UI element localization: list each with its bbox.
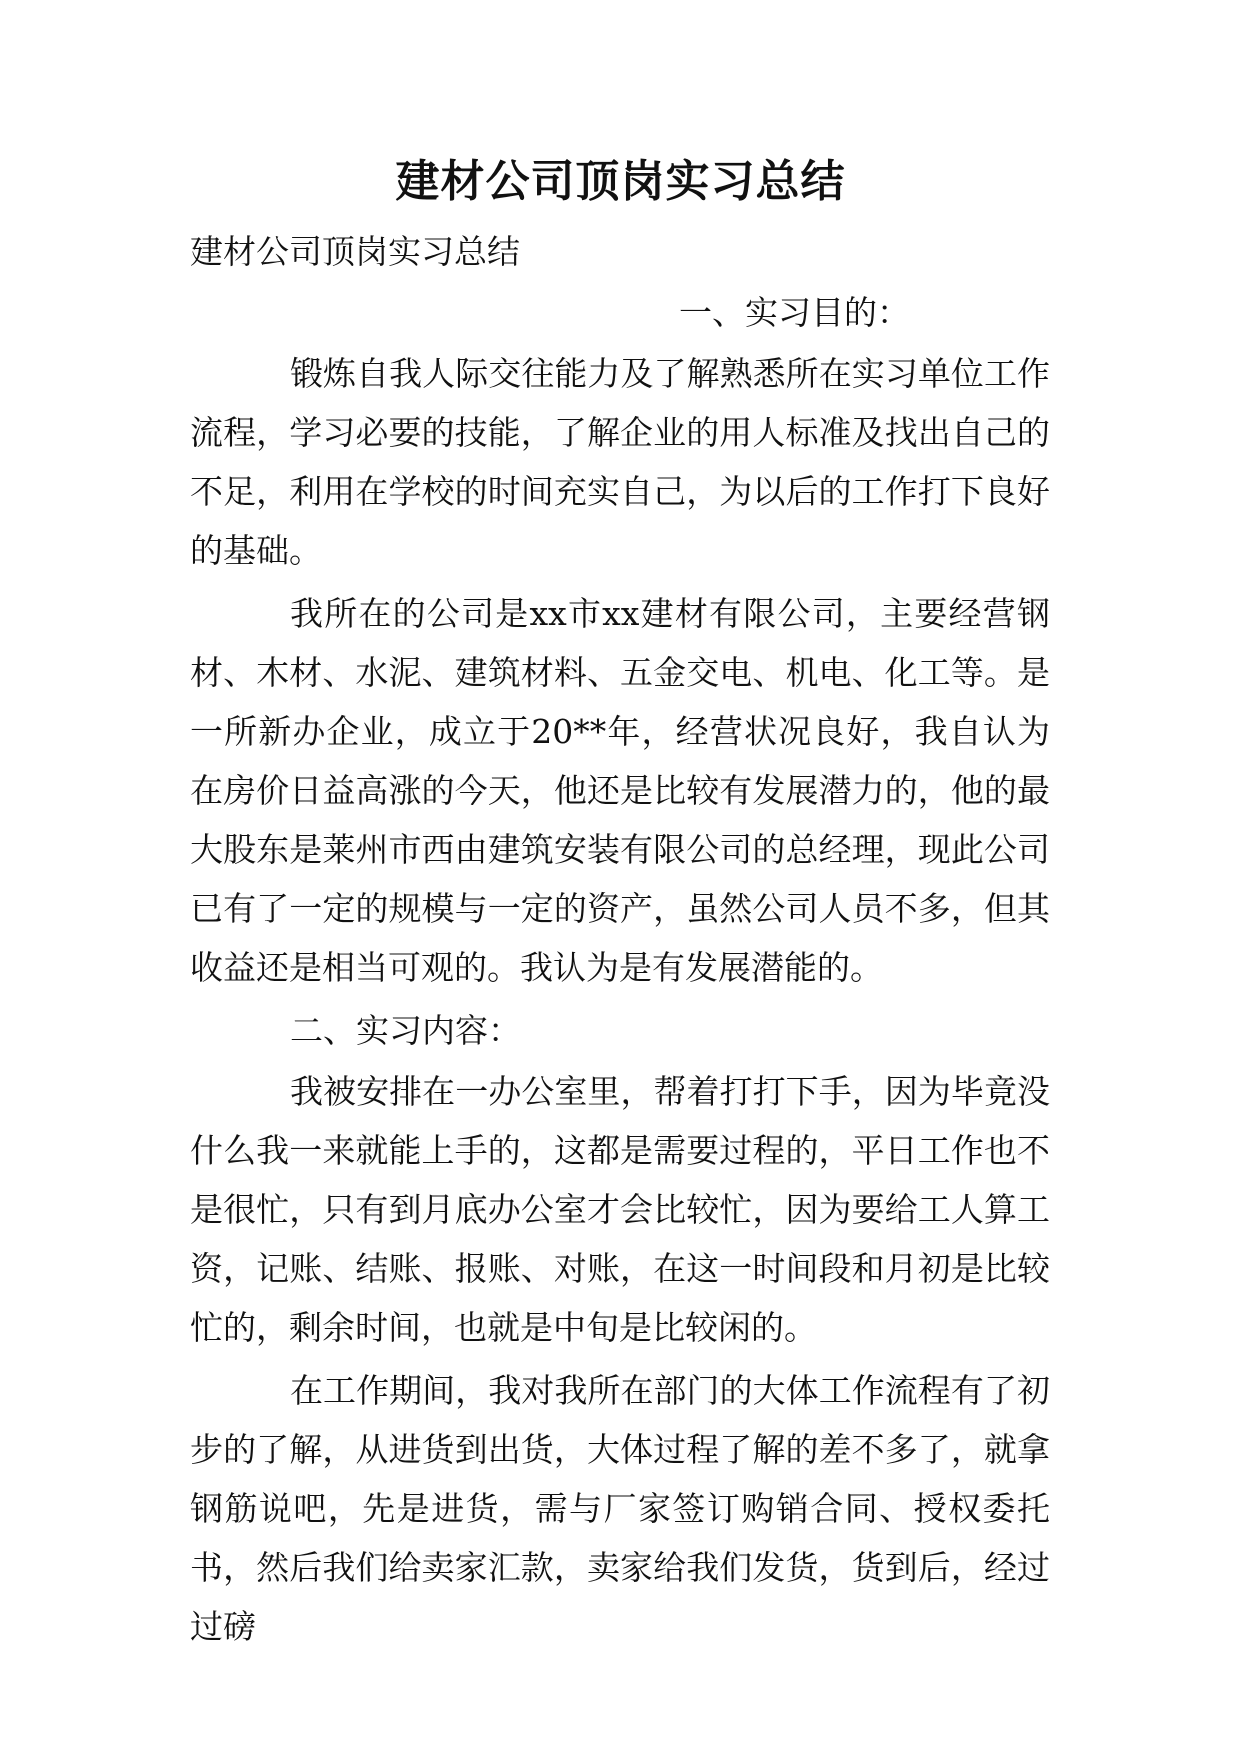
section-heading-content: 二、实习内容：: [290, 1011, 521, 1050]
document-title: 建材公司顶岗实习总结: [395, 156, 846, 207]
section-heading-purpose: 一、实习目的：: [679, 293, 910, 332]
paragraph-office-work: 我被安排在一办公室里，帮着打打下手，因为毕竟没什么我一来就能上手的，这都是需要过程的，平日工作也不是很忙，只有到月底办公室才会比较忙，因为要给工人算工资，记账、结账、报账、对账，在这一时间段和月初是比较忙的，剩余时间，也就是中旬是比较闲的。: [190, 1072, 1050, 1347]
paragraph-purpose: 锻炼自我人际交往能力及了解熟悉所在实习单位工作流程，学习必要的技能，了解企业的用人标准及找出自己的不足，利用在学校的时间充实自己，为以后的工作打下良好的基础。: [190, 354, 1050, 570]
paragraph-company: 我所在的公司是xx市xx建材有限公司，主要经营钢材、木材、水泥、建筑材料、五金交电、机电、化工等。是一所新办企业，成立于20**年，经营状况良好，我自认为在房价日益高涨的今天，他还是比较有发展潜力的，他的最大股东是莱州市西由建筑安装有限公司的总经理，现此公司已有了一定的规模与一定的资产，虽然公司人员不多，但其收益还是相当可观的。我认为是有发展潜能的。: [190, 594, 1050, 987]
document-subtitle: 建材公司顶岗实习总结: [190, 232, 520, 271]
document-body: [190, 222, 1050, 1660]
paragraph-workflow: 在工作期间，我对我所在部门的大体工作流程有了初步的了解，从进货到出货，大体过程了解的差不多了，就拿钢筋说吧，先是进货，需与厂家签订购销合同、授权委托书，然后我们给卖家汇款，卖家给我们发货，货到后，经过过磅: [190, 1371, 1050, 1646]
